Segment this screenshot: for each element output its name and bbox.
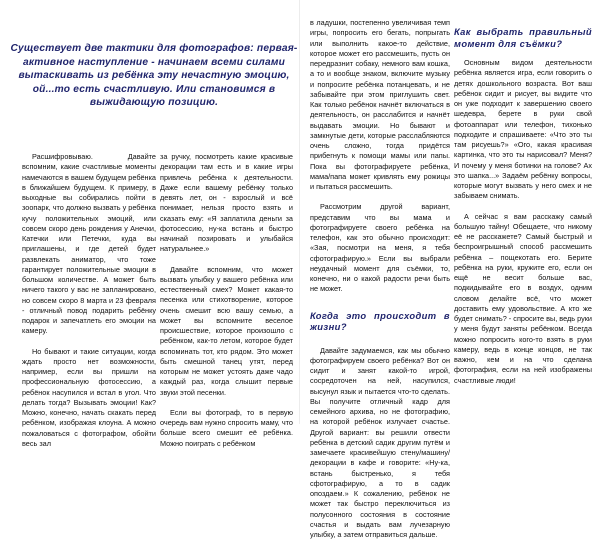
column-3 xyxy=(310,18,450,540)
paragraph: Давайте вспомним, что может вызвать улыбку у вашего ребёнка или естественный смех? Может какая-то песенка или стихотворение, которое очень смешит всю вашу семью, а может вы вспомните веселое происшествие, которое произошло с ребёнком, как-то летом, которое будет вспоминать тот, кто рядом. Это может быть смешной танец утят, перед которым не может устоять даже чадо каждый раз, когда слышит первые звуки этой песенки. xyxy=(160,265,293,398)
paragraph: Но бывают и такие ситуации, когда ждать просто нет возможности, например, если вы пришли на профессиональную фотосессию, а ребёнок насупился и встал в угол. Что делать тогда? Вызывать эмоции! Как? Можно, конечно, начать скакать перед ребёнком, изображая клоуна. А можно пожаловаться с фотографом, обойти весь зал xyxy=(22,347,156,450)
column-1 xyxy=(22,152,156,449)
section-heading: Как выбрать правильный момент для съёмки? xyxy=(454,26,592,49)
paragraph: Если вы фотограф, то в первую очередь вам нужно спросить маму, что больше всего смешит её ребёнка. Можно поиграть с ребёнком xyxy=(160,408,293,449)
paragraph: Давайте задумаемся, как мы обычно фотографируем своего ребёнка? Вот он сидит и занят какой-то игрой, сосредоточен на ней, насупился, высунул язык и пытается что-то сделать. Вы получите отличный кадр для семейного архива, но не фотографию, на которой ребёнок излучает счастье. Другой вариант: вы решили отвести ребёнка в детский садик другим путём и замечаете красивейшую стену/машину/декорации в кафе и говорите: «Ну-ка, встань быстренько, я тебя сфотографирую, а то в садик опоздаем.» К сожалению, ребёнок не может так быстро переключиться из полусонного состояния в состояние счастья и выдать вам лучезарную улыбку, а затем отправиться дальше. xyxy=(310,346,450,540)
column-4 xyxy=(454,18,592,386)
section-heading: Когда это происходит в жизни? xyxy=(310,310,450,333)
paragraph: за ручку, посмотреть какие красивые декорации там есть и в какие игры привлечь ребёнка к деятельности. Даже если вашему ребёнку только девять лет, он - взрослый и всё понимает, нельзя просто взять и сказать ему: «Я заплатила деньги за фотосессию, ну-ка встань и быстро начинай позировать и улыбайся натуральнее.» xyxy=(160,152,293,255)
paragraph: А сейчас я вам расскажу самый большую тайну! Обещаете, что никому её не расскажете? Самый быстрый и беспроигрышный способ рассмешить ребёнка – пощекотать его. Берите ребёнка на руки, кружите его, если он ещё не весит больше вас, подкидывайте его в воздух, одним словом делайте всё, что может доставить ему удовольствие. А кто же будет снимать? - спросите вы, ведь руки у меня будут заняты ребёнком. Всегда можно попросить кого-то взять в руки камеру, ведь в конце концов, не так важно, кем и на что сделана фотография, если на ней изображены счастливые люди! xyxy=(454,212,592,386)
paragraph: в ладушки, постепенно увеличивая темп игры, попросить его бегать, попрыгать или выполнить какое-то действие, которое может его рассмешить, пусть он передразнит собаку, немного вам кошка, а то и вообще знаком, включите музыку и попросите ребёнка потанцевать, и не забывайте при этом приглушить свет. Как только ребёнок начнёт включаться в деятельность, он расслабится и начнёт выдавать эмоции. Но бывают и замкнутые дети, которые расслабляются очень сложно, тогда придётся прибегнуть к помощи мамы или папы. Пока вы фотографируете ребёнка, мама/папа может кривлять ему рожицы и пытаться рассмешить. xyxy=(310,18,450,192)
intro-lead: Существует две тактики для фотографов: первая- активное наступление - начинаем всеми силами вытаскивать из ребёнка эту нечастную эмоцию, ой...то есть счастливую. Или становимся в выжидающую позицию. xyxy=(10,42,298,110)
paragraph: Рассмотрим другой вариант, представим что вы мама и фотографируете своего ребёнка на телефон, как это обычно происходит: «Зая, посмотри на меня, я тебя сфотографирую.» Если вы выбрали неудачный момент для съёмки, то, конечно, ни о какой радости речи быть не может. xyxy=(310,202,450,294)
page-gutter xyxy=(299,0,300,424)
paragraph: Расшифровываю. Давайте вспомним, какие счастливые моменты намечаются в вашем будущем ребёнка в ближайшем будущем. К примеру, в выходные вы собирались пойти в зоопарк, что должно вызвать у ребёнка кучу положительных эмоций, или совсем скоро день рождения у Анечки, Катечки или Петечки, куда вы приглашены, и где детей будет развлекать аниматор, что тоже гарантирует положительные эмоции в большом количестве. А может быть ничего такого у вас не запланировано, но совсем скоро 8 марта и 23 февраля - отличный повод подарить ребёнку подарок и запечатлеть его эмоции на камеру. xyxy=(22,152,156,337)
column-2 xyxy=(160,152,293,449)
paragraph: Основным видом деятельности ребёнка является игра, если говорить о детях дошкольного возраста. Вот ваш ребёнок сидит и рисует, вы видите что он уже подходит к завершению своего шедевра, берете в руки свой фотоаппарат или телефон, тихонько подходите и спрашиваете: «Что это ты там рисуешь?» «Ого, какая красивая картинка, что это ты нарисовал? Меня? И почему у меня ботинки на голове? Ах это шапка...» Задаём ребёнку вопросы, которые могут вызвать у него смех и не забываем снимать. xyxy=(454,58,592,202)
